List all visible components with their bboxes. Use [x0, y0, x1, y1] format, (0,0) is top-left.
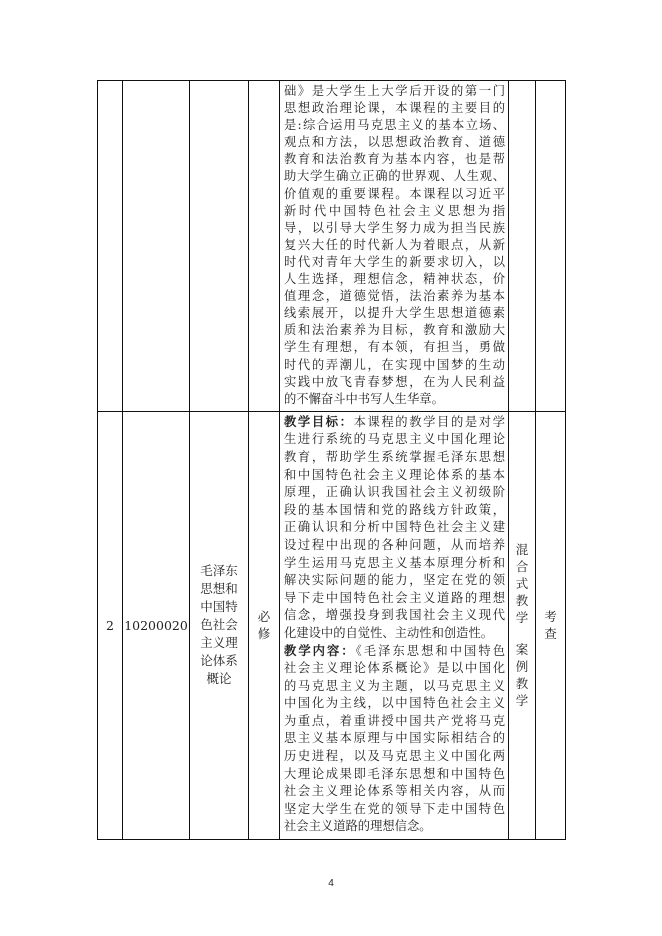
description-line: 历史进程，以及马克思主义中国化两	[284, 749, 505, 764]
description-line: 正确认识和分析中国特色社会主义建	[284, 520, 505, 535]
method-cell	[509, 81, 536, 412]
description-line: 助大学生确立正确的世界观、人生观、	[284, 169, 505, 184]
description-line: 导，以引导大学生努力成为担当民族	[284, 220, 505, 235]
line-text: 《毛泽东思想和中国特色	[355, 643, 505, 658]
code-cell: 10200020	[123, 411, 190, 839]
description-line: 时代的弄潮儿，在实现中国梦的生动	[284, 357, 505, 372]
description-line: 线索展开，以提升大学生思想道德素	[284, 306, 505, 321]
assessment: 考查	[544, 609, 557, 642]
description-line: 人生选择，理想信念，精神状态，价	[284, 272, 505, 287]
description-line: 社会主义道路的理想信念。	[284, 819, 432, 834]
description-line: 观点和方法，以思想政治教育、道德	[284, 135, 505, 150]
description-line: 复兴大任的时代新人为着眼点，从新	[284, 237, 505, 252]
section-label: 教学目标：	[284, 414, 354, 429]
table-row	[98, 411, 566, 839]
method-cell	[509, 411, 536, 839]
code-cell	[123, 81, 190, 412]
no-cell	[98, 81, 123, 412]
type-cell	[249, 411, 280, 839]
method-1: 混合式教学	[515, 542, 529, 626]
description-line: 导下走中国特色社会主义道路的理想	[284, 590, 505, 605]
description-line: 中国化为主线，以中国特色社会主义	[284, 696, 505, 711]
assessment-cell	[536, 81, 566, 412]
description-line: 解决实际问题的能力，坚定在党的领	[284, 573, 505, 588]
line-text: 本课程的教学目的是对学	[353, 414, 505, 429]
description-cell	[280, 81, 509, 412]
description-line: 质和法治素养为目标，教育和激励大	[284, 323, 505, 338]
description-line	[284, 643, 505, 661]
description-line	[284, 414, 505, 432]
description-line: 信念，增强投身到我国社会主义现代	[284, 608, 505, 623]
name-cell	[190, 411, 249, 839]
description-line: 思主义基本原理与中国实际相结合的	[284, 731, 505, 746]
description-line: 础》是大学生上大学后开设的第一门	[284, 84, 505, 98]
description-line: 实践中放飞青春梦想，在为人民利益	[284, 374, 505, 389]
table-row	[98, 81, 566, 412]
description-line: 化建设中的自觉性、主动性和创造性。	[284, 625, 494, 640]
description-line: 段的基本国情和党的路线方针政策，	[284, 502, 505, 517]
name-cell	[190, 81, 249, 412]
no-cell: 2	[98, 411, 123, 839]
description-line: 思想政治理论课，本课程的主要目的	[284, 101, 505, 116]
description-line: 是:综合运用马克思主义的基本立场、	[284, 118, 505, 133]
method-2: 案例教学	[515, 642, 529, 709]
description-line: 社会主义理论体系等相关内容，从而	[284, 784, 505, 799]
description-cell	[280, 411, 509, 839]
description-line: 学生有理想，有本领，有担当，勇做	[284, 340, 505, 355]
course-name: 毛泽东思想和中国特色社会主义理论体系概论	[200, 563, 238, 687]
description-line: 大理论成果即毛泽东思想和中国特色	[284, 766, 505, 781]
description-line: 新时代中国特色社会主义思想为指	[284, 203, 505, 218]
course-type: 必修	[257, 609, 271, 642]
description-line: 值理念，道德觉悟，法治素养为基本	[284, 289, 505, 304]
page-number: 4	[328, 878, 334, 889]
description-line: 学生运用马克思主义基本原理分析和	[284, 555, 505, 570]
description-line: 设过程中出现的各种问题，从而培养	[284, 537, 505, 552]
description-line: 原理，正确认识我国社会主义初级阶	[284, 485, 505, 500]
type-cell	[249, 81, 280, 412]
description-line: 的马克思主义为主题，以马克思主义	[284, 678, 505, 693]
course-table	[97, 80, 566, 840]
description-line: 社会主义理论体系概论》是以中国化	[284, 661, 505, 676]
description-line: 生进行系统的马克思主义中国化理论	[284, 432, 505, 447]
description-line: 的不懈奋斗中书写人生华章。	[284, 391, 444, 406]
description-line: 价值观的重要课程。本课程以习近平	[284, 186, 505, 201]
assessment-cell	[536, 411, 566, 839]
description-line: 坚定大学生在党的领导下走中国特色	[284, 801, 505, 816]
description-line: 教育，帮助学生系统掌握毛泽东思想	[284, 449, 505, 464]
description-line: 教育和法治教育为基本内容，也是帮	[284, 152, 505, 167]
description-line: 和中国特色社会主义理论体系的基本	[284, 467, 505, 482]
section-label: 教学内容：	[284, 643, 356, 658]
description-line: 时代对青年大学生的新要求切入，以	[284, 254, 505, 269]
description-line: 为重点，着重讲授中国共产党将马克	[284, 713, 505, 728]
